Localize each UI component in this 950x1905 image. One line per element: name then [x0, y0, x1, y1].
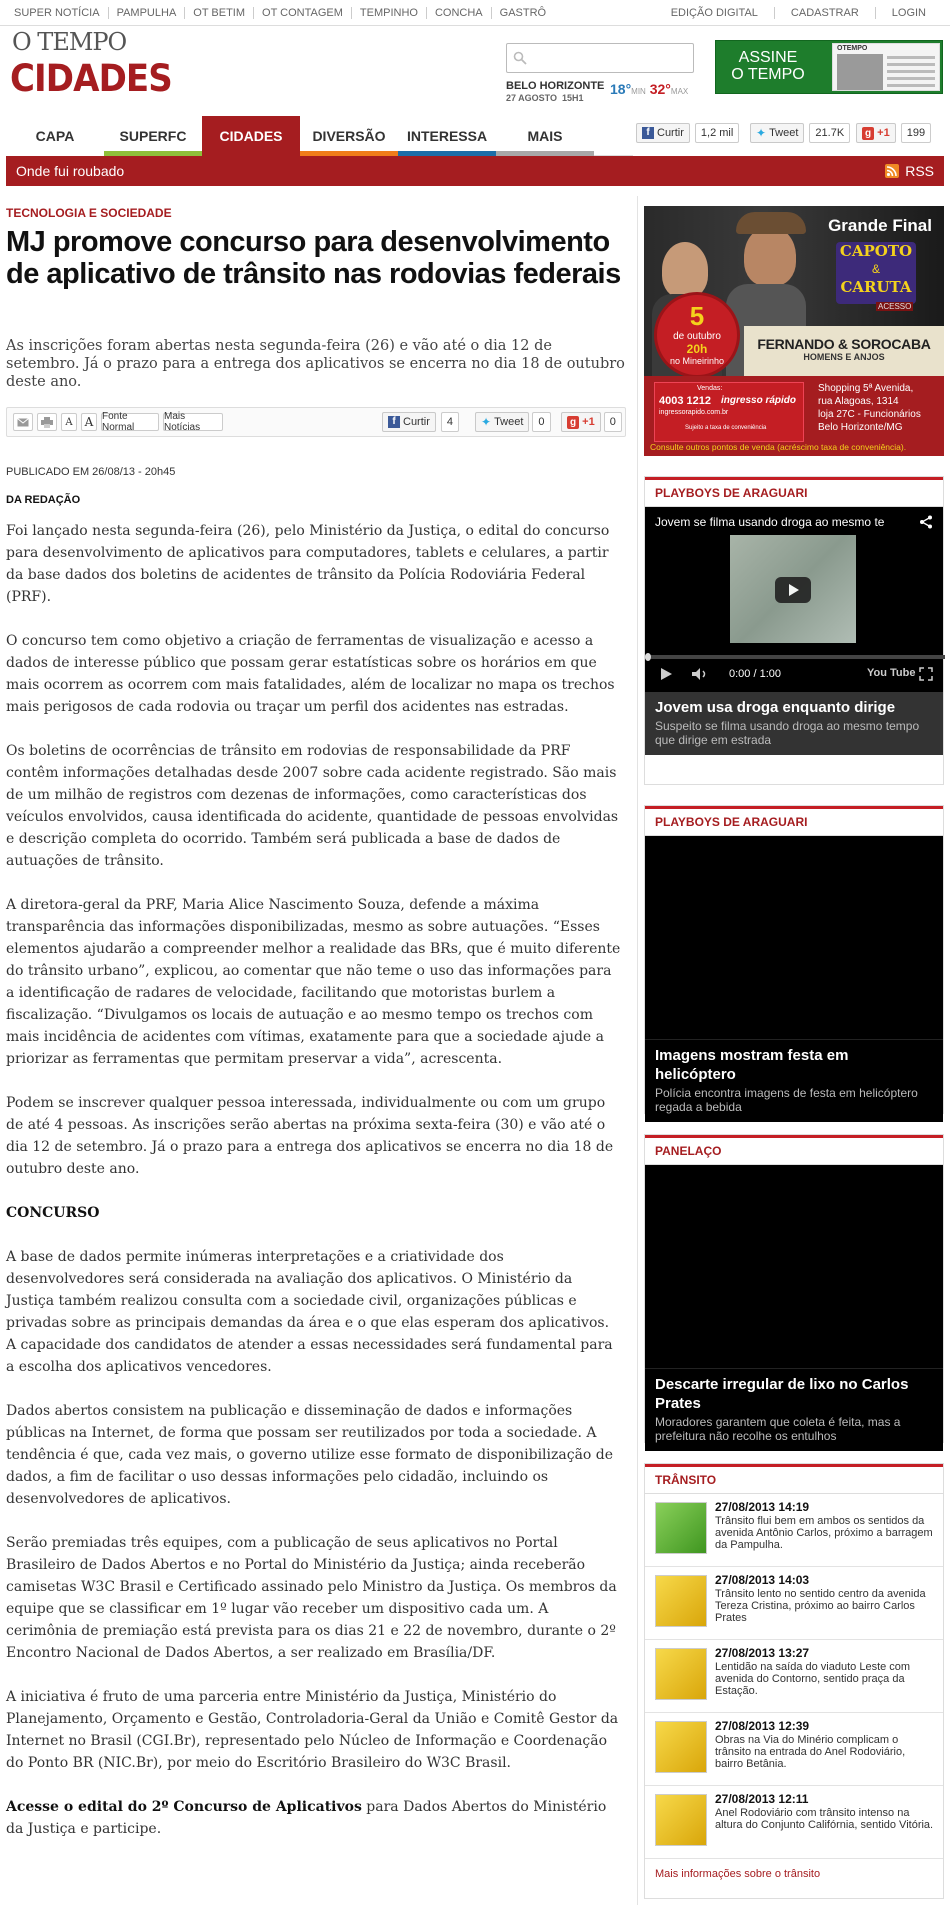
article-gplus: [561, 412, 622, 432]
subscribe-line2: O TEMPO: [731, 66, 805, 83]
edital-link[interactable]: Acesse o edital do 2º Concurso de Aplicativos: [6, 1799, 362, 1815]
traffic-date: 27/08/2013 14:03: [715, 1573, 810, 1587]
top-link-ot-betim[interactable]: OT BETIM: [185, 7, 254, 19]
ad-amp: &: [871, 262, 880, 276]
video-widget-1: [644, 476, 944, 785]
social-top-gplus: [856, 121, 931, 145]
gplus-count: 199: [901, 123, 931, 143]
video-time: 0:00 / 1:00: [729, 668, 781, 680]
print-icon[interactable]: [37, 413, 57, 431]
widget-title[interactable]: PANELAÇO: [655, 1144, 722, 1158]
menu-capa-label: CAPA: [35, 128, 75, 144]
weather-location: [506, 80, 604, 104]
article-body: [6, 520, 621, 1862]
traffic-text: Anel Rodoviário com trânsito intenso na altura do Conjunto Califórnia, sentido Vitória.: [715, 1807, 934, 1831]
subscribe-banner[interactable]: [715, 40, 943, 94]
traffic-status-icon: [655, 1648, 707, 1700]
menu-capa[interactable]: [6, 116, 104, 156]
menu-diversao-label: DIVERSÃO: [312, 128, 386, 144]
top-nav: [0, 0, 950, 26]
article-facebook-like-label: Curtir: [403, 416, 430, 428]
gplus-icon: g: [567, 416, 579, 429]
weather-city: BELO HORIZONTE: [506, 80, 605, 92]
video-widget-2: [644, 805, 944, 1114]
menu-superfc-label: SUPERFC: [119, 128, 187, 144]
font-larger-button[interactable]: A: [81, 413, 97, 431]
fullscreen-icon[interactable]: [919, 667, 933, 681]
traffic-date: 27/08/2013 13:27: [715, 1646, 810, 1660]
gplus-button[interactable]: [856, 123, 896, 143]
top-link-concha[interactable]: CONCHA: [427, 7, 492, 19]
article-twitter: [475, 412, 551, 432]
widget-header: [645, 1464, 943, 1494]
traffic-item[interactable]: [645, 1567, 943, 1640]
article-gplus-button[interactable]: [561, 412, 601, 432]
paragraph: A base de dados permite inúmeras interpretações e a criatividade dos desenvolvedores será considerada na avaliação dos aplicativos. O Ministério da Justiça também realizou consulta com a sociedade civil, organizações públicas e privadas sobre as principais demandas da área e o que elas esperam dos aplicativos. A capacidade dos candidatos de atender a essas necessidades será fundamental para a escolha dos aplicativos vencedores.: [6, 1249, 613, 1375]
ad-grande-final: Grande Final: [828, 216, 932, 235]
twitter-icon: ✦: [481, 415, 492, 429]
widget-header: [645, 1135, 943, 1165]
menu-superfc[interactable]: [104, 116, 202, 156]
font-normal-button[interactable]: Fonte Normal: [101, 413, 159, 431]
widget-header: [645, 806, 943, 836]
weather-date: 27 AGOSTO: [506, 93, 558, 103]
gplus-icon: g: [862, 127, 874, 140]
article-toolbar: [6, 407, 626, 437]
article-facebook-like-button[interactable]: [382, 412, 436, 432]
rss-link[interactable]: [885, 163, 934, 179]
traffic-status-icon: [655, 1575, 707, 1627]
traffic-item[interactable]: [645, 1713, 943, 1786]
logo-section[interactable]: CIDADES: [10, 57, 172, 100]
menu-interessa-label: INTERESSA: [406, 128, 488, 144]
paragraph: A iniciativa é fruto de uma parceria entre Ministério da Justiça, Ministério do Planejamento, Orçamento e Gestão, Controladoria-Geral da União e Comitê Gestor da Internet no Brasil (CGI.Br), representado pelo Núcleo de Informação e Coordenação do Ponto BR (NIC.Br), por meio do Escritório Brasileiro do W3C Brasil.: [6, 1689, 619, 1771]
artist-photo: [662, 242, 708, 298]
top-nav-right: [655, 0, 942, 26]
ad-addr4: Belo Horizonte/MG: [818, 422, 903, 433]
video-player[interactable]: [645, 836, 943, 1039]
paragraph: Podem se inscrever qualquer pessoa interessada, individualmente ou com um grupo de até 4 pessoas. As inscrições serão abertas na próxima sexta-feira (30) e vão até o dia 12 de setembro. Já o prazo para a entrega dos aplicativos se encerra no dia 18 de outubro deste ano.: [6, 1095, 614, 1177]
menu-interessa[interactable]: [398, 116, 496, 156]
ad-show-1: CAPOTO: [839, 242, 913, 260]
ad-date-time: 20h: [686, 342, 708, 356]
traffic-text: Obras na Via do Minério complicam o trânsito na entrada do Anel Rodoviário, bairro Betânia.: [715, 1734, 906, 1770]
video-title[interactable]: Jovem se filma usando droga ao mesmo te: [655, 515, 885, 529]
newspaper-image: [832, 43, 940, 91]
traffic-status-icon: [655, 1794, 707, 1846]
ad-site: ingressorapido.com.br: [659, 409, 729, 416]
ad-date-badge: [654, 292, 740, 378]
menu-mais-label: MAIS: [527, 128, 563, 144]
widget-caption[interactable]: [645, 1368, 943, 1451]
menu-mais[interactable]: [496, 116, 594, 156]
article-gplus-label: +1: [582, 416, 595, 428]
paragraph: A diretora-geral da PRF, Maria Alice Nascimento Souza, defende a máxima transparência das informações disponibilizadas, mesmo as sobre autuações. “Esses elementos ajudarão a compreender melhor a realidade das BRs, que é muito diferente do trânsito urbano”, explicou, ao comentar que não teme o uso das informações para a identificação de radares de velocidade, facilitando que motoristas burlem a fiscalização. “Divulgamos os locais de autuação e ao mesmo tempo os trechos com mais incidência de acidentes com vítimas, exatamente para que a sociedade ajude a priorizar as ferramentas que permitam preservar a vida”, acrescenta.: [6, 897, 621, 1067]
paragraph: Dados abertos consistem na publicação e disseminação de dados e informações públicas na Internet, de forma que possam ser reutilizados por toda a sociedade. A tendência é que, cada vez mais, o governo utilize esse formato de disponibilização de dados, a fim de facilitar o uso dessas informações pelo cidadão, incluindo os desenvolvedores de aplicativos.: [6, 1403, 614, 1507]
weather-temps: [610, 81, 688, 97]
traffic-text: Trânsito lento no sentido centro da avenida Tereza Cristina, próximo ao bairro Carlos Prates: [715, 1588, 926, 1624]
paragraph: Serão premiadas três equipes, com a publicação de seus aplicativos no Portal Brasileiro de Dados Abertos e no Portal do Ministério da Justiça; ainda receberão camisetas W3C Brasil e Certificado assinado pelo Ministro da Justiça. Os membros da equipe que se classificar em 1º lugar vão receber um dispositivo cada um. A cerimônia de premiação está prevista para os dias 21 e 22 de novembro, durante o 2º Encontro Nacional de Dados Abertos, a ser realizado em Brasília/DF.: [6, 1535, 617, 1661]
twitter-icon: ✦: [756, 126, 767, 140]
video-player[interactable]: [645, 507, 943, 692]
traffic-item[interactable]: [645, 1494, 943, 1567]
widget-caption[interactable]: [645, 1039, 943, 1122]
play-button[interactable]: [775, 577, 811, 603]
widget-title[interactable]: PLAYBOYS DE ARAGUARI: [655, 486, 808, 500]
published-date: PUBLICADO EM 26/08/13 - 20h45: [6, 466, 176, 478]
social-top-twitter: [750, 121, 850, 145]
ad-addr3: loja 27C - Funcionários: [818, 409, 921, 420]
article-tweet-count: 0: [532, 412, 550, 432]
ad-phone: 4003 1212: [659, 395, 711, 407]
share-icon[interactable]: [919, 515, 933, 529]
ad-date-num: 5: [689, 301, 705, 331]
widget-headline: Descarte irregular de lixo no Carlos Prates: [655, 1376, 909, 1412]
article-tweet-label: Tweet: [494, 416, 524, 428]
ad-footer: Consulte outros pontos de venda (acréscimo taxa de conveniência).: [650, 442, 907, 452]
top-link-cadastrar[interactable]: CADASTRAR: [775, 7, 876, 19]
article-gplus-count: 0: [604, 412, 622, 432]
traffic-text: Trânsito flui bem em ambos os sentidos da avenida Antônio Carlos, próximo a barragem da Pampulha.: [715, 1515, 933, 1551]
traffic-status-icon: [655, 1502, 707, 1554]
traffic-item[interactable]: [645, 1786, 943, 1859]
tweet-label: Tweet: [769, 127, 799, 139]
temp-max: 32°: [649, 81, 671, 97]
hat: [736, 212, 806, 234]
traffic-item[interactable]: [645, 1640, 943, 1713]
widget-headline: Jovem usa droga enquanto dirige: [655, 699, 896, 716]
menu-diversao[interactable]: [300, 116, 398, 156]
article-title: MJ promove concurso para desenvolvimento de aplicativo de trânsito nas rodovias federais: [6, 226, 621, 290]
facebook-icon: f: [642, 127, 654, 139]
article-lead: As inscrições foram abertas nesta segunda-feira (26) e vão até o dia 12 de setembro. Já o prazo para a entrega dos aplicativos se encerra no dia 18 de outubro deste ano.: [6, 338, 625, 390]
play-icon[interactable]: [659, 667, 673, 681]
concert-ad[interactable]: [644, 206, 944, 456]
ad-tax: Sujeito a taxa de conveniência: [685, 425, 767, 431]
widget-title[interactable]: PLAYBOYS DE ARAGUARI: [655, 815, 808, 829]
article-tweet-button[interactable]: [475, 412, 529, 432]
menu-cidades-label: CIDADES: [219, 128, 283, 144]
article-kicker[interactable]: TECNOLOGIA E SOCIEDADE: [6, 206, 172, 220]
ad-artists-sub: HOMENS E ANJOS: [803, 352, 885, 362]
more-news-button[interactable]: Mais Notícias: [163, 413, 223, 431]
top-link-ot-contagem[interactable]: OT CONTAGEM: [254, 7, 352, 19]
volume-icon[interactable]: [691, 667, 709, 681]
top-link-edicao-digital[interactable]: EDIÇÃO DIGITAL: [655, 7, 775, 19]
email-icon[interactable]: [13, 413, 33, 431]
paragraph: O concurso tem como objetivo a criação de ferramentas de visualização e acesso a dados de interesse público que possam gerar estatísticas sobre os horários em que mais ocorrem as ocorrem com mais fatalidades, além de localizar no mapa os trechos mais perigosos de cada rodovia ou traçar um perfil dos acidentes nas estradas.: [6, 633, 615, 715]
top-nav-left: [6, 0, 554, 26]
weather-time: 15H1: [562, 93, 584, 103]
article-facebook-count: 4: [441, 412, 459, 432]
search-icon: [513, 51, 527, 65]
traffic-status-icon: [655, 1721, 707, 1773]
tweet-button[interactable]: [750, 123, 804, 143]
widget-summary: Suspeito se filma usando droga ao mesmo tempo que dirige em estrada: [655, 719, 920, 747]
article-facebook: [382, 412, 459, 432]
video-widget-3: [644, 1134, 944, 1443]
widget-summary: Polícia encontra imagens de festa em helicóptero regada a bebida: [655, 1086, 918, 1114]
rss-label: RSS: [905, 163, 934, 179]
traffic-date: 27/08/2013 12:11: [715, 1792, 809, 1806]
ad-addr2: rua Alagoas, 1314: [818, 396, 899, 407]
artist-photo: [744, 226, 796, 286]
ad-date-place: no Mineirinho: [669, 356, 725, 366]
facebook-icon: f: [388, 416, 400, 428]
search-input[interactable]: [506, 43, 694, 73]
paragraph-rest: para Dados Abertos do Ministério da Justiça e participe.: [6, 1799, 607, 1837]
temp-min: 18°: [610, 81, 632, 97]
paragraph: [6, 1796, 621, 1840]
logo-brand[interactable]: O TEMPO: [12, 28, 127, 56]
facebook-like-button[interactable]: [636, 123, 690, 143]
widget-caption[interactable]: [645, 692, 943, 755]
paragraph: Foi lançado nesta segunda-feira (26), pelo Ministério da Justiça, o edital do concurso para desenvolvimento de aplicativos para computadores, tablets e celulares, a partir da base dados dos boletins de acidentes de trânsito da Polícia Rodoviária Federal (PRF).: [6, 523, 610, 605]
ad-artists: FERNANDO & SOROCABA: [757, 336, 931, 352]
section-bar: [6, 156, 944, 186]
newspaper-masthead: OTEMPO: [837, 45, 868, 52]
ad-addr1: Shopping 5ª Avenida,: [818, 383, 914, 394]
social-top-facebook: [636, 121, 739, 145]
facebook-like-label: Curtir: [657, 127, 684, 139]
ad-show-sub: ACESSO: [878, 302, 912, 311]
traffic-text: Lentidão na saída do viaduto Leste com avenida do Contorno, sentido praça da Estação.: [715, 1661, 911, 1697]
ad-ticket-brand: ingresso rápido: [721, 395, 797, 406]
widget-summary: Moradores garantem que coleta é feita, mas a prefeitura não recolhe os entulhos: [655, 1415, 901, 1443]
main-menu: [6, 116, 633, 156]
font-smaller-button[interactable]: A: [61, 413, 77, 431]
youtube-logo[interactable]: You Tube: [867, 667, 916, 679]
top-link-gastro[interactable]: GASTRÔ: [499, 7, 547, 19]
subscribe-line1: ASSINE: [738, 49, 798, 66]
menu-cidades[interactable]: [202, 116, 300, 156]
paragraph: Os boletins de ocorrências de trânsito em rodovias de responsabilidade da PRF contêm informações detalhadas desde 2007 sobre cada acidente registrado. São mais de um milhão de registros com dezenas de informações, como características dos veículos envolvidos, causa identificada do acidente, quantidade de pessoas envolvidas e descrição completa do ocorrido. Também será publicada a base de dados de autuações de trânsito.: [6, 743, 619, 869]
traffic-date: 27/08/2013 14:19: [715, 1500, 810, 1514]
traffic-widget: [644, 1463, 944, 1899]
rss-icon: [885, 164, 899, 178]
top-link-login[interactable]: LOGIN: [891, 7, 926, 19]
onde-fui-roubado-link[interactable]: Onde fui roubado: [16, 163, 125, 179]
gplus-label: +1: [877, 127, 890, 139]
column-divider: [637, 196, 638, 1905]
traffic-more-link[interactable]: Mais informações sobre o trânsito: [655, 1868, 821, 1880]
widget-headline: Imagens mostram festa em helicóptero: [655, 1047, 849, 1083]
video-player[interactable]: [645, 1165, 943, 1368]
tweet-count: 21.7K: [809, 123, 850, 143]
subheading: CONCURSO: [6, 1205, 100, 1221]
ad-vendas: Vendas:: [697, 385, 723, 392]
temp-min-label: MIN: [631, 87, 646, 96]
widget-header: [645, 477, 943, 507]
facebook-like-count: 1,2 mil: [695, 123, 739, 143]
top-link-tempinho[interactable]: TEMPINHO: [352, 7, 427, 19]
temp-max-label: MAX: [670, 87, 689, 96]
traffic-date: 27/08/2013 12:39: [715, 1719, 810, 1733]
ad-date-month: de outubro: [673, 331, 721, 342]
widget-title[interactable]: TRÂNSITO: [655, 1473, 717, 1487]
ad-show-2: CARUTA: [840, 278, 912, 296]
byline: DA REDAÇÃO: [6, 494, 81, 506]
top-link-super-noticia[interactable]: SUPER NOTÍCIA: [6, 7, 109, 19]
top-link-pampulha[interactable]: PAMPULHA: [109, 7, 186, 19]
